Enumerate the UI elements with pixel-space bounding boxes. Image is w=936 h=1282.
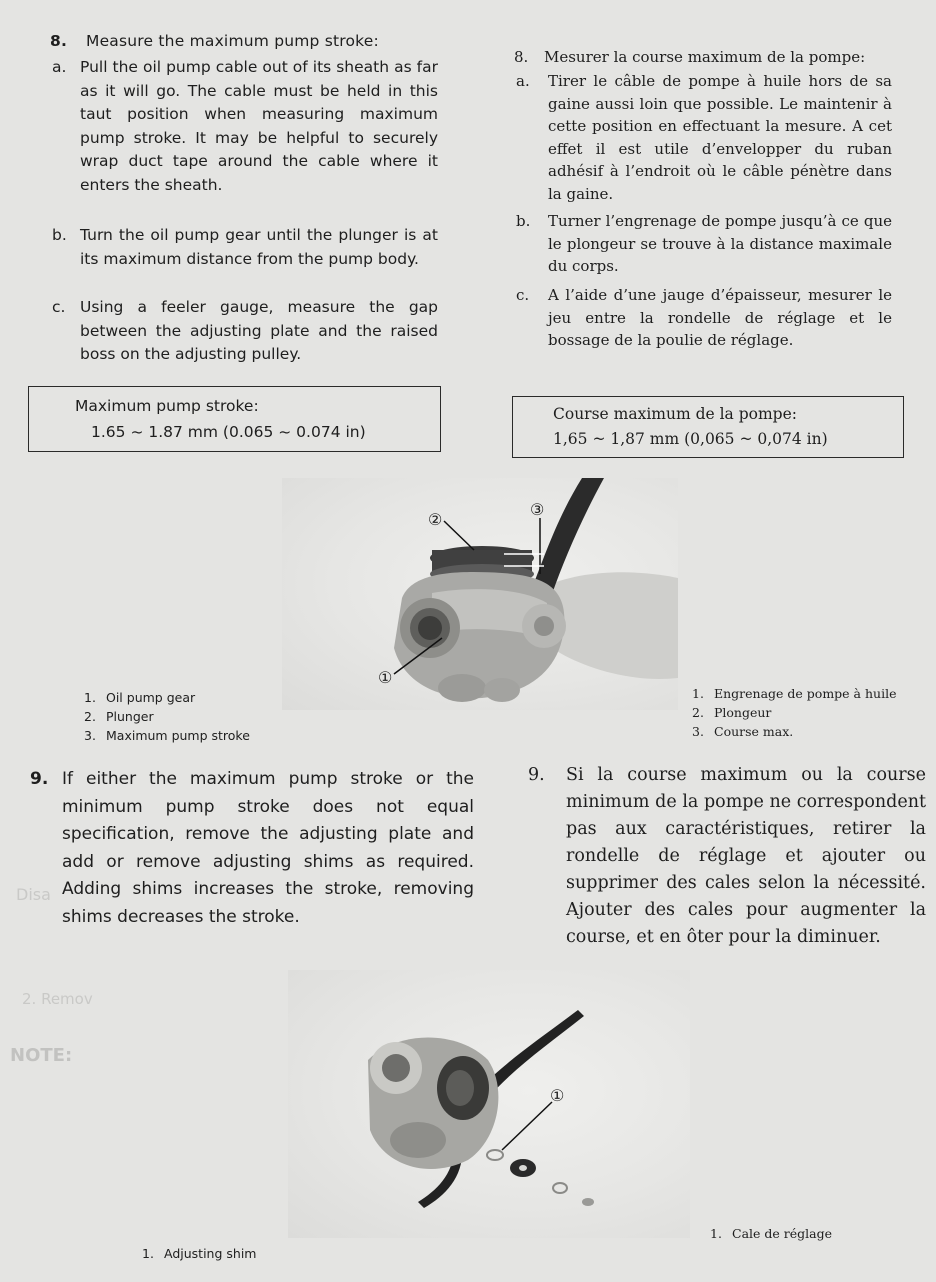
fr-spec-label: Course maximum de la pompe: [553, 405, 797, 423]
en-fig2-legend [142, 1244, 342, 1263]
fr-step8-a-number: a. [516, 72, 530, 90]
fr-step8-heading [514, 46, 914, 70]
bleed-through-text: NOTE: [10, 1045, 73, 1066]
legend-item [84, 707, 304, 726]
fr-step9-number: 9. [528, 765, 545, 785]
fr-step8-c-number: c. [516, 286, 530, 304]
legend-text: Plongeur [714, 705, 772, 720]
en-spec-box [28, 386, 441, 452]
legend-item [84, 688, 304, 707]
legend-item [142, 1244, 342, 1263]
legend-num: 3. [692, 724, 704, 739]
oil-pump-illustration [282, 478, 678, 710]
en-step8-number: 8. [50, 32, 68, 50]
legend-text: Course max. [714, 724, 794, 739]
legend-num: 2. [84, 709, 96, 724]
en-step8-a-text: Pull the oil pump cable out of its sheath as far as it will go. The cable must be held in this taut position when measuring maximum pump stroke. It may be helpful to securely wrap duct tape around the cable where it enters the sheath. [80, 58, 438, 194]
fr-spec-value: 1,65 ~ 1,87 mm (0,065 ~ 0,074 in) [553, 430, 828, 448]
en-step8-c-text: Using a feeler gauge, measure the gap between the adjusting plate and the raised boss on the adjusting pulley. [80, 298, 438, 363]
legend-num: 1. [692, 686, 704, 701]
en-step8-a-number: a. [52, 58, 67, 76]
callout-2: ② [428, 510, 443, 529]
legend-item [692, 722, 922, 741]
en-step8-c-number: c. [52, 298, 66, 316]
legend-text: Plunger [106, 709, 154, 724]
en-step8-b-text: Turn the oil pump gear until the plunger is at its maximum distance from the pump body. [80, 226, 438, 268]
en-step8-title: Measure the maximum pump stroke: [86, 32, 379, 50]
legend-text: Oil pump gear [106, 690, 196, 705]
fr-fig2-legend [710, 1224, 910, 1243]
fr-step8-c [516, 284, 892, 356]
fr-step8-b-number: b. [516, 212, 531, 230]
fr-step9-text: Si la course maximum ou la course minimum de la pompe ne correspondent pas aux caractéristiques, retirer la rondelle de réglage et ajouter ou supprimer des cales selon la nécessité. Ajouter des cales pour augmenter la course, et en ôter pour la diminuer. [566, 765, 926, 947]
en-fig1-legend [84, 688, 304, 745]
fr-step8-a [516, 70, 892, 210]
bleed-through-text: Disa [16, 885, 51, 904]
en-step8-c [52, 296, 438, 368]
fr-step8-b [516, 210, 892, 280]
fr-fig1-legend [692, 684, 922, 741]
legend-item [84, 726, 304, 745]
callout-3: ③ [530, 500, 545, 519]
legend-item [692, 684, 922, 703]
fr-step8-a-text: Tirer le câble de pompe à huile hors de sa gaine aussi loin que possible. Le maintenir à cette position en effectuant la mesure. A cet effet il est utile d’envelopper du ruban adhésif à l’endroit où le câble pénètre dans la gaine. [548, 72, 892, 203]
fr-step8-b-text: Turner l’engrenage de pompe jusqu’à ce que le plongeur se trouve à la distance maximale du corps. [548, 212, 892, 275]
legend-text: Adjusting shim [164, 1246, 257, 1261]
en-step8-b-number: b. [52, 226, 67, 244]
en-spec-label: Maximum pump stroke: [75, 397, 259, 415]
legend-num: 3. [84, 728, 96, 743]
legend-num: 2. [692, 705, 704, 720]
legend-text: Engrenage de pompe à huile [714, 686, 897, 701]
callout-1: ① [550, 1086, 565, 1105]
fr-step8-number: 8. [514, 48, 529, 66]
en-step9 [30, 766, 476, 962]
bleed-through-text: 2. Remov [22, 990, 93, 1008]
figure-oil-pump-stroke-photo [282, 478, 678, 710]
en-step9-number: 9. [30, 769, 49, 789]
legend-text: Maximum pump stroke [106, 728, 250, 743]
callout-1: ① [378, 668, 393, 687]
legend-item [692, 703, 922, 722]
legend-num: 1. [84, 690, 96, 705]
figure-adjusting-shim-photo [288, 970, 690, 1238]
en-step9-text: If either the maximum pump stroke or the minimum pump stroke does not equal specification, remove the adjusting plate and add or remove adjusting shims as required. Adding shims increases the stroke, removing shims decreases the stroke. [62, 769, 474, 927]
en-step8-b [52, 224, 438, 296]
fr-step8-c-text: A l’aide d’une jauge d’épaisseur, mesurer le jeu entre la rondelle de réglage et le bossage de la poulie de réglage. [548, 286, 892, 349]
legend-num: 1. [710, 1226, 722, 1241]
legend-item [710, 1224, 910, 1243]
fr-spec-box [512, 396, 904, 458]
fr-step8-title: Mesurer la course maximum de la pompe: [544, 48, 866, 66]
legend-num: 1. [142, 1246, 154, 1261]
legend-text: Cale de réglage [732, 1226, 832, 1241]
en-step8-a [52, 56, 438, 220]
en-step8-heading [50, 30, 450, 54]
en-spec-value: 1.65 ~ 1.87 mm (0.065 ~ 0.074 in) [91, 423, 366, 441]
pump-with-shims-illustration [288, 970, 690, 1238]
fr-step9 [528, 762, 928, 952]
